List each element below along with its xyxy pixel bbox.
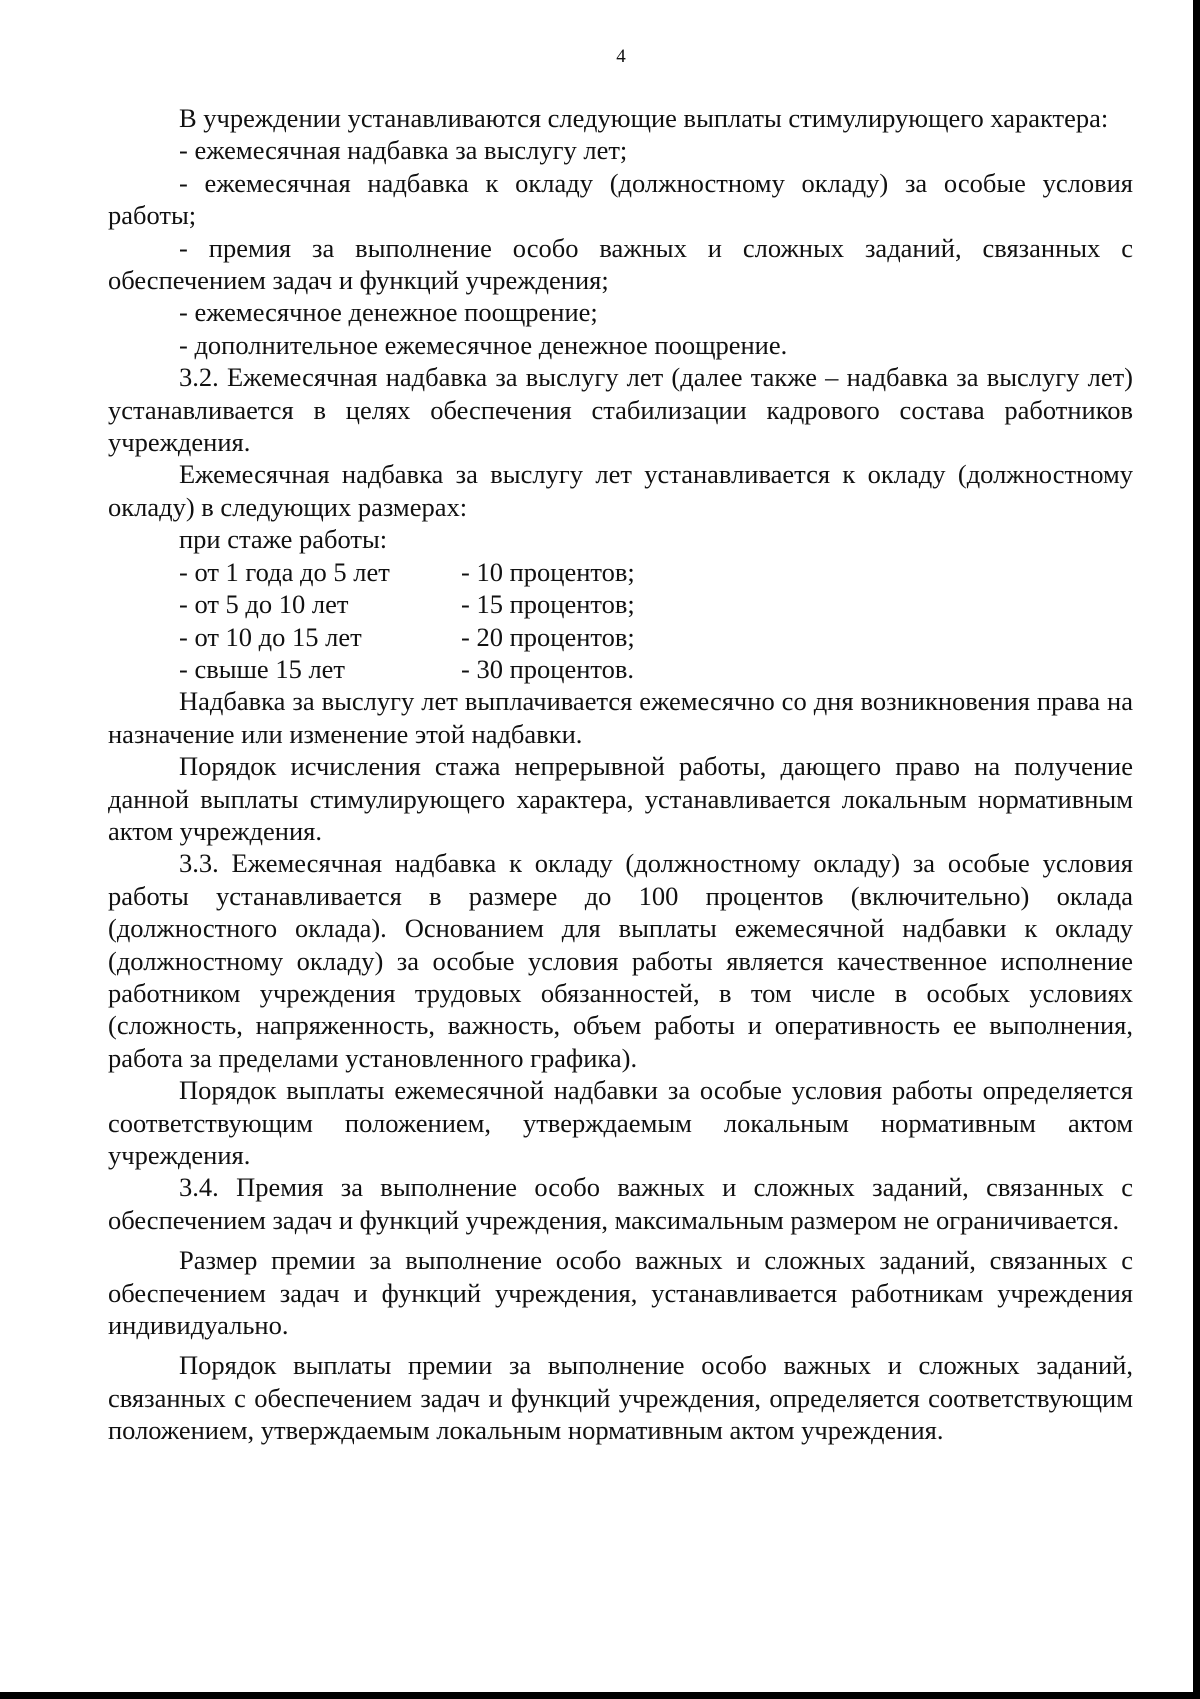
section-3-3-paragraph: 3.3. Ежемесячная надбавка к окладу (должностному окладу) за особые условия работы устанавливается в размере до 100 процентов (включительно) оклада (должностного оклада). Основанием для выплаты ежемесячной надбавки к окладу (должностному окладу) за особые условия работы является качественное исполнение работником учреждения трудовых обязанностей, в том числе в особых условиях (сложность, напряженность, важность, объем работы и оперативность ее выполнения, работа за пределами установленного графика). bbox=[108, 848, 1133, 1073]
section-3-2-paragraph: Порядок исчисления стажа непрерывной работы, дающего право на получение данной выплаты стимулирующего характера, устанавливается локальным нормативным актом учреждения. bbox=[108, 751, 1133, 846]
tenure-rate: - 10 процентов; bbox=[461, 556, 635, 587]
list-item: - ежемесячная надбавка к окладу (должностному окладу) за особые условия работы; bbox=[108, 167, 1133, 231]
section-3-3-paragraph: Порядок выплаты ежемесячной надбавки за особые условия работы определяется соответствующим положением, утверждаемым локальным нормативным актом учреждения. bbox=[108, 1075, 1133, 1170]
paragraph-spacer bbox=[108, 1236, 1133, 1244]
section-3-4-paragraph: Порядок выплаты премии за выполнение особо важных и сложных заданий, связанных с обеспечением задач и функций учреждения, определяется соответствующим положением, утверждаемым локальным нормативным актом учреждения. bbox=[108, 1350, 1133, 1446]
tenure-row bbox=[108, 653, 1133, 685]
tenure-range: - от 1 года до 5 лет bbox=[179, 556, 390, 587]
tenure-rate: - 30 процентов. bbox=[461, 653, 635, 684]
intro-paragraph: В учреждении устанавливаются следующие выплаты стимулирующего характера: bbox=[179, 103, 1109, 133]
scan-border-right bbox=[1193, 0, 1200, 1699]
section-3-4-paragraph: Размер премии за выполнение особо важных и сложных заданий, связанных с обеспечением задач и функций учреждения, устанавливается работникам учреждения индивидуально. bbox=[108, 1245, 1133, 1341]
section-3-2-paragraph: Надбавка за выслугу лет выплачивается ежемесячно со дня возникновения права на назначение или изменение этой надбавки. bbox=[108, 686, 1133, 749]
tenure-row bbox=[108, 621, 1133, 653]
tenure-range: - от 10 до 15 лет bbox=[179, 621, 362, 652]
document-body bbox=[108, 102, 1133, 1447]
scan-border-bottom bbox=[0, 1692, 1200, 1699]
tenure-rate: - 15 процентов; bbox=[461, 589, 635, 620]
tenure-row bbox=[108, 556, 1133, 588]
section-3-2-paragraph: Ежемесячная надбавка за выслугу лет устанавливается к окладу (должностному окладу) в следующих размерах: bbox=[108, 459, 1133, 522]
page-number: 4 bbox=[616, 46, 626, 67]
list-item: - ежемесячное денежное поощрение; bbox=[179, 297, 598, 328]
list-item: - ежемесячная надбавка за выслугу лет; bbox=[179, 135, 628, 166]
list-item: - премия за выполнение особо важных и сложных заданий, связанных с обеспечением задач и функций учреждения; bbox=[108, 232, 1133, 296]
section-3-2-paragraph: 3.2. Ежемесячная надбавка за выслугу лет (далее также – надбавка за выслугу лет) устанавливается в целях обеспечения стабилизации кадрового состава работников учреждения. bbox=[108, 362, 1133, 458]
tenure-range: - от 5 до 10 лет bbox=[179, 589, 349, 620]
tenure-heading: при стаже работы: bbox=[179, 524, 388, 555]
tenure-range: - свыше 15 лет bbox=[179, 653, 346, 684]
paragraph-spacer bbox=[108, 1341, 1133, 1349]
tenure-row bbox=[108, 588, 1133, 620]
list-item: - дополнительное ежемесячное денежное поощрение. bbox=[179, 329, 788, 360]
tenure-rate: - 20 процентов; bbox=[461, 621, 635, 652]
section-3-4-paragraph: 3.4. Премия за выполнение особо важных и сложных заданий, связанных с обеспечением задач и функций учреждения, максимальным размером не ограничивается. bbox=[108, 1172, 1133, 1235]
